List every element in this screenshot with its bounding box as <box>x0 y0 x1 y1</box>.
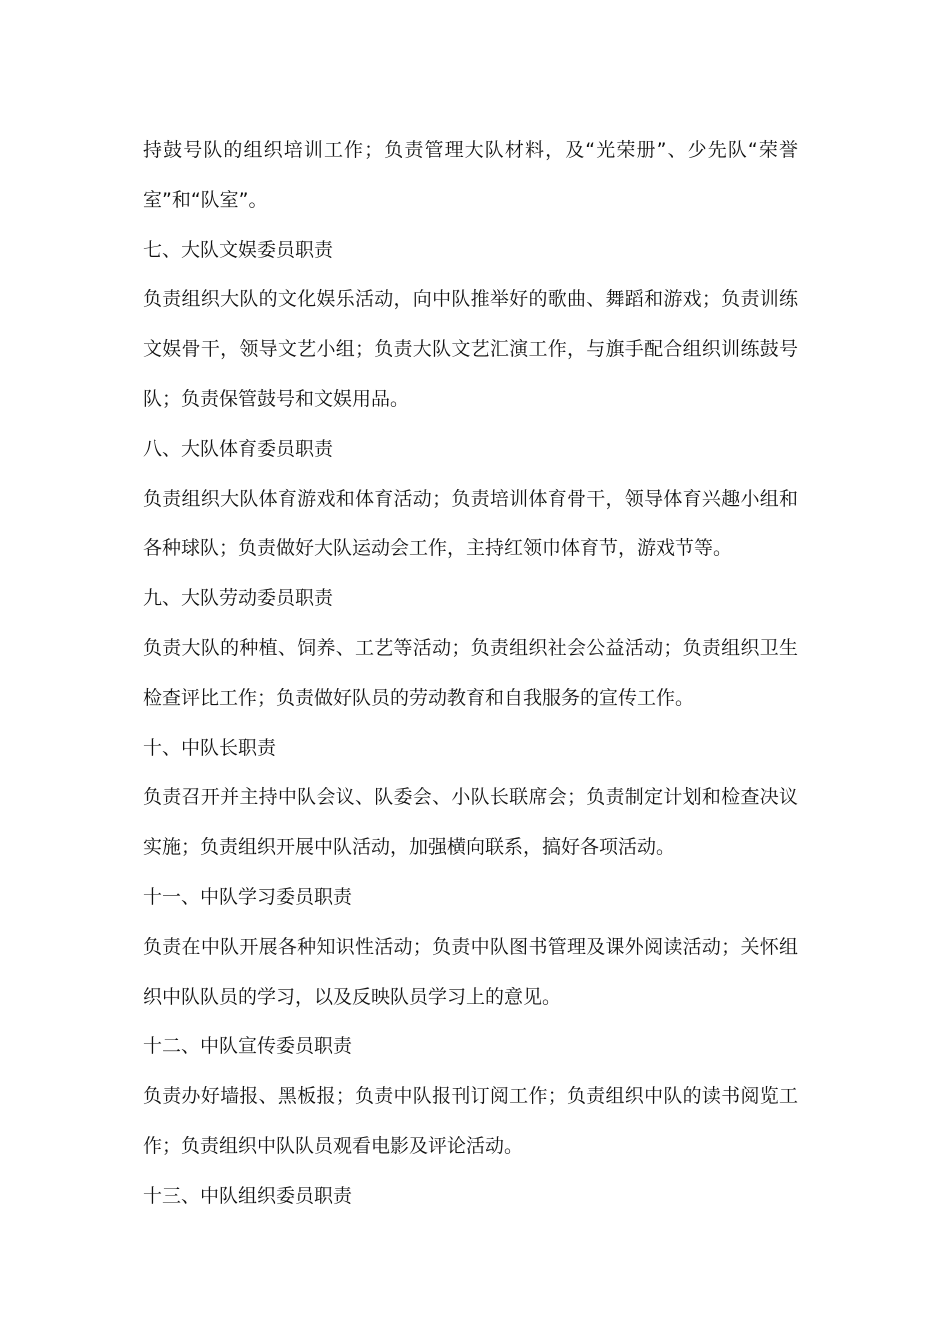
paragraph-line: 队；负责保管鼓号和文娱用品。 <box>143 387 410 410</box>
paragraph-line: 负责组织大队的文化娱乐活动，向中队推举好的歌曲、舞蹈和游戏；负责训练 <box>143 288 798 311</box>
section-heading: 十一、中队学习委员职责 <box>143 885 353 908</box>
paragraph-line: 织中队队员的学习，以及反映队员学习上的意见。 <box>143 985 562 1008</box>
paragraph-line: 作；负责组织中队队员观看电影及评论活动。 <box>143 1134 524 1157</box>
paragraph-line: 负责大队的种植、饲养、工艺等活动；负责组织社会公益活动；负责组织卫生 <box>143 636 798 659</box>
paragraph-line: 负责在中队开展各种知识性活动；负责中队图书管理及课外阅读活动；关怀组 <box>143 935 798 958</box>
paragraph-line: 负责办好墙报、黑板报；负责中队报刊订阅工作；负责组织中队的读书阅览工 <box>143 1085 798 1108</box>
section-heading: 十、中队长职责 <box>143 736 277 759</box>
section-heading: 八、大队体育委员职责 <box>143 437 334 460</box>
document-body <box>143 126 798 1222</box>
paragraph-line: 检查评比工作；负责做好队员的劳动教育和自我服务的宣传工作。 <box>143 686 695 709</box>
section-heading: 十二、中队宣传委员职责 <box>143 1035 353 1058</box>
paragraph-line: 负责召开并主持中队会议、队委会、小队长联席会；负责制定计划和检查决议 <box>143 786 798 809</box>
paragraph-line: 实施；负责组织开展中队活动，加强横向联系，搞好各项活动。 <box>143 836 676 859</box>
section-heading: 七、大队文娱委员职责 <box>143 238 334 261</box>
section-heading: 九、大队劳动委员职责 <box>143 587 334 610</box>
paragraph-line: 文娱骨干，领导文艺小组；负责大队文艺汇演工作，与旗手配合组织训练鼓号 <box>143 338 798 361</box>
paragraph-line: 负责组织大队体育游戏和体育活动；负责培训体育骨干，领导体育兴趣小组和 <box>143 487 798 510</box>
paragraph-line: 各种球队；负责做好大队运动会工作，主持红领巾体育节，游戏节等。 <box>143 537 733 560</box>
paragraph-line: 室”和“队室”。 <box>143 188 268 211</box>
section-heading: 十三、中队组织委员职责 <box>143 1184 353 1207</box>
paragraph-line: 持鼓号队的组织培训工作；负责管理大队材料，及“光荣册”、少先队“荣誉 <box>143 139 798 161</box>
